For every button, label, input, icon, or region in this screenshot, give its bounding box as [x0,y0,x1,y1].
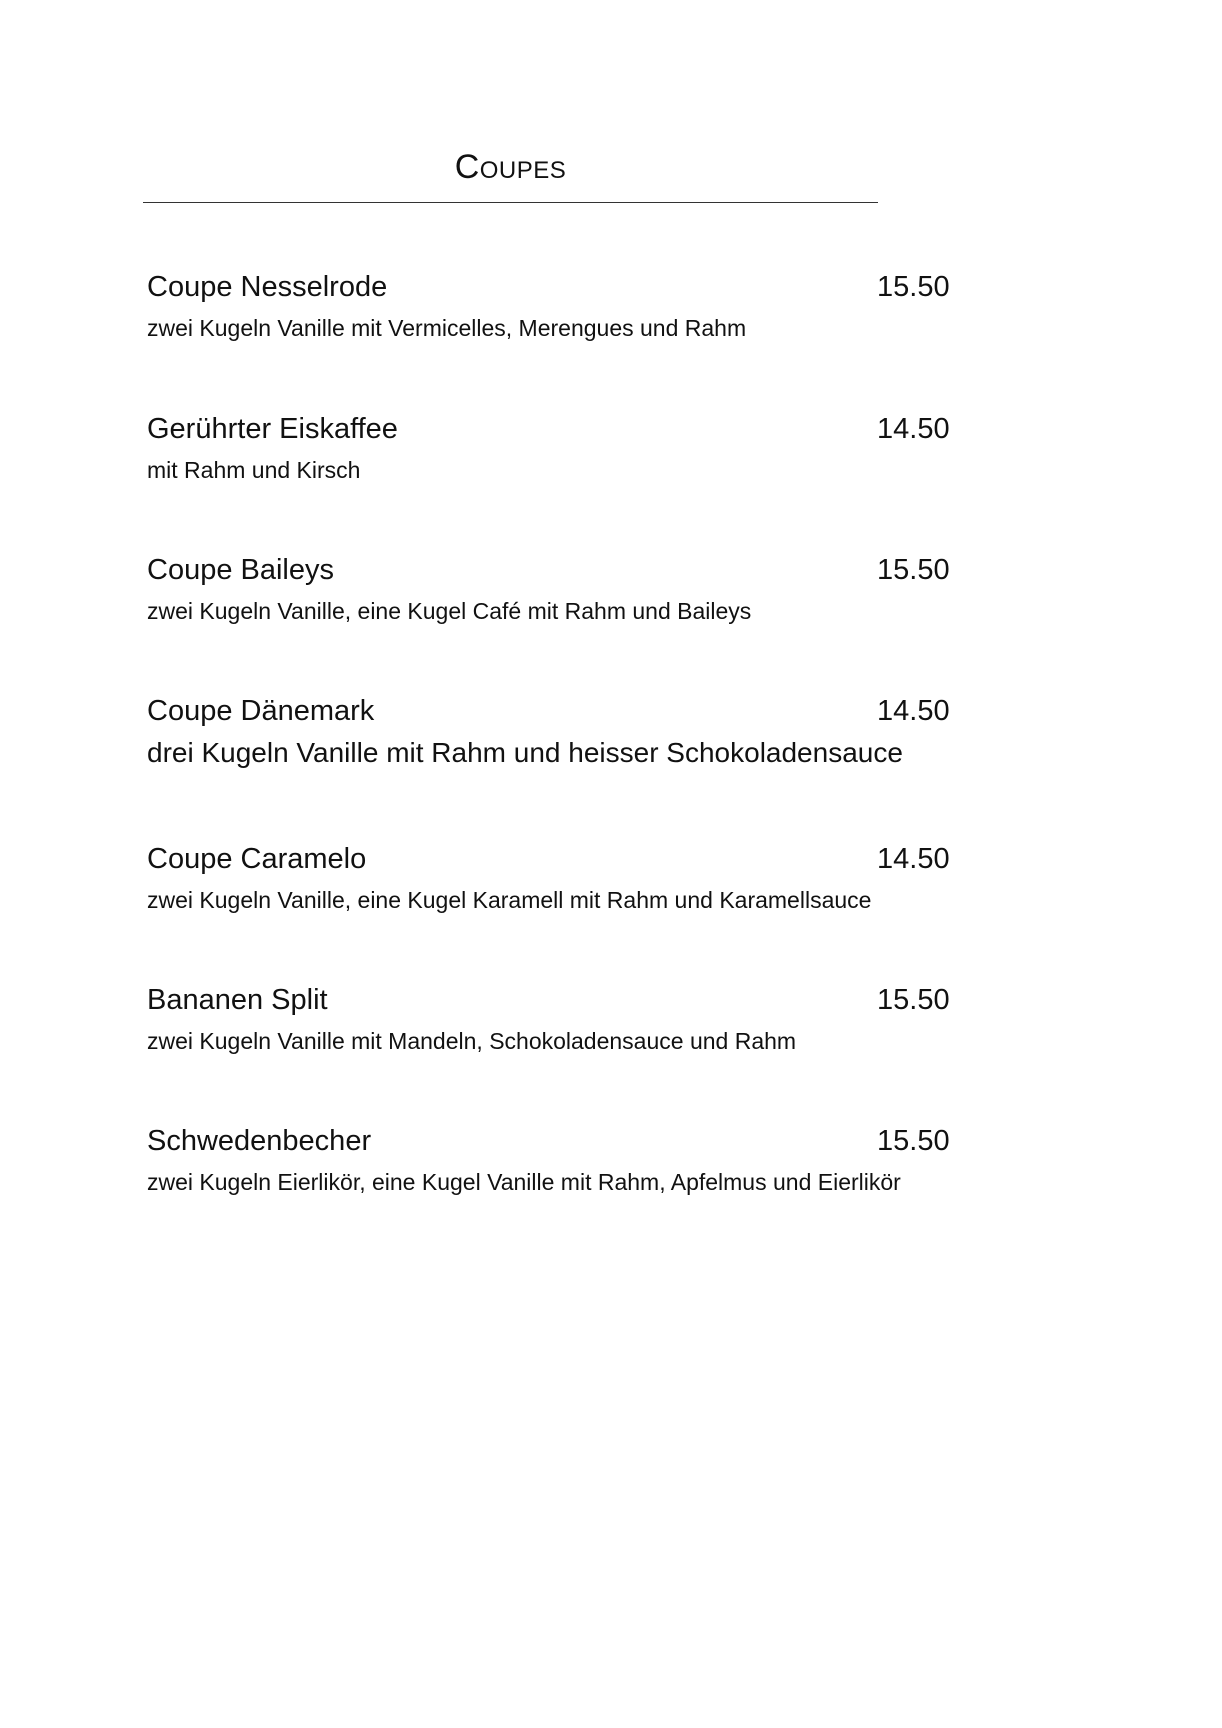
menu-item-description: zwei Kugeln Eierlikör, eine Kugel Vanille mit Rahm, Apfelmus und Eierlikör [147,1169,901,1195]
menu-item-name: Bananen Split [147,984,328,1016]
menu-item-header [147,842,1047,876]
menu-item-price: 14.50 [877,695,950,727]
menu-item-name: Schwedenbecher [147,1125,372,1157]
menu-item-name: Coupe Dänemark [147,695,375,727]
menu-item-price: 15.50 [877,271,950,303]
page-title: Coupes [454,148,567,186]
title-container [143,150,878,184]
menu-item-description: zwei Kugeln Vanille mit Vermicelles, Merengues und Rahm [147,315,747,341]
menu-item-description: zwei Kugeln Vanille mit Mandeln, Schokoladensauce und Rahm [147,1028,797,1054]
menu-item-name: Gerührter Eiskaffee [147,413,398,445]
menu-item-schwedenbecher [147,1124,1047,1195]
menu-item-description: drei Kugeln Vanille mit Rahm und heisser Schokoladensauce [147,737,903,768]
menu-item-header [147,270,1047,304]
menu-item-bananen-split [147,983,1047,1054]
title-divider [143,202,878,203]
menu-item-name: Coupe Baileys [147,554,334,586]
menu-item-price: 15.50 [877,554,950,586]
menu-item-coupe-daenemark [147,694,1047,768]
menu-item-price: 14.50 [877,843,950,875]
menu-item-header [147,553,1047,587]
menu-item-name: Coupe Nesselrode [147,271,388,303]
menu-item-price: 14.50 [877,413,950,445]
menu-item-price: 15.50 [877,1125,950,1157]
menu-item-header [147,983,1047,1017]
menu-item-description: zwei Kugeln Vanille, eine Kugel Café mit Rahm und Baileys [147,598,752,624]
menu-item-description: zwei Kugeln Vanille, eine Kugel Karamell mit Rahm und Karamellsauce [147,887,872,913]
menu-item-coupe-baileys [147,553,1047,624]
menu-item-geruehrter-eiskaffee [147,412,1047,483]
menu-item-header [147,694,1047,728]
menu-item-description: mit Rahm und Kirsch [147,457,361,483]
menu-item-price: 15.50 [877,984,950,1016]
menu-item-header [147,1124,1047,1158]
menu-item-coupe-nesselrode [147,270,1047,341]
menu-item-coupe-caramelo [147,842,1047,913]
menu-item-header [147,412,1047,446]
menu-item-name: Coupe Caramelo [147,843,367,875]
